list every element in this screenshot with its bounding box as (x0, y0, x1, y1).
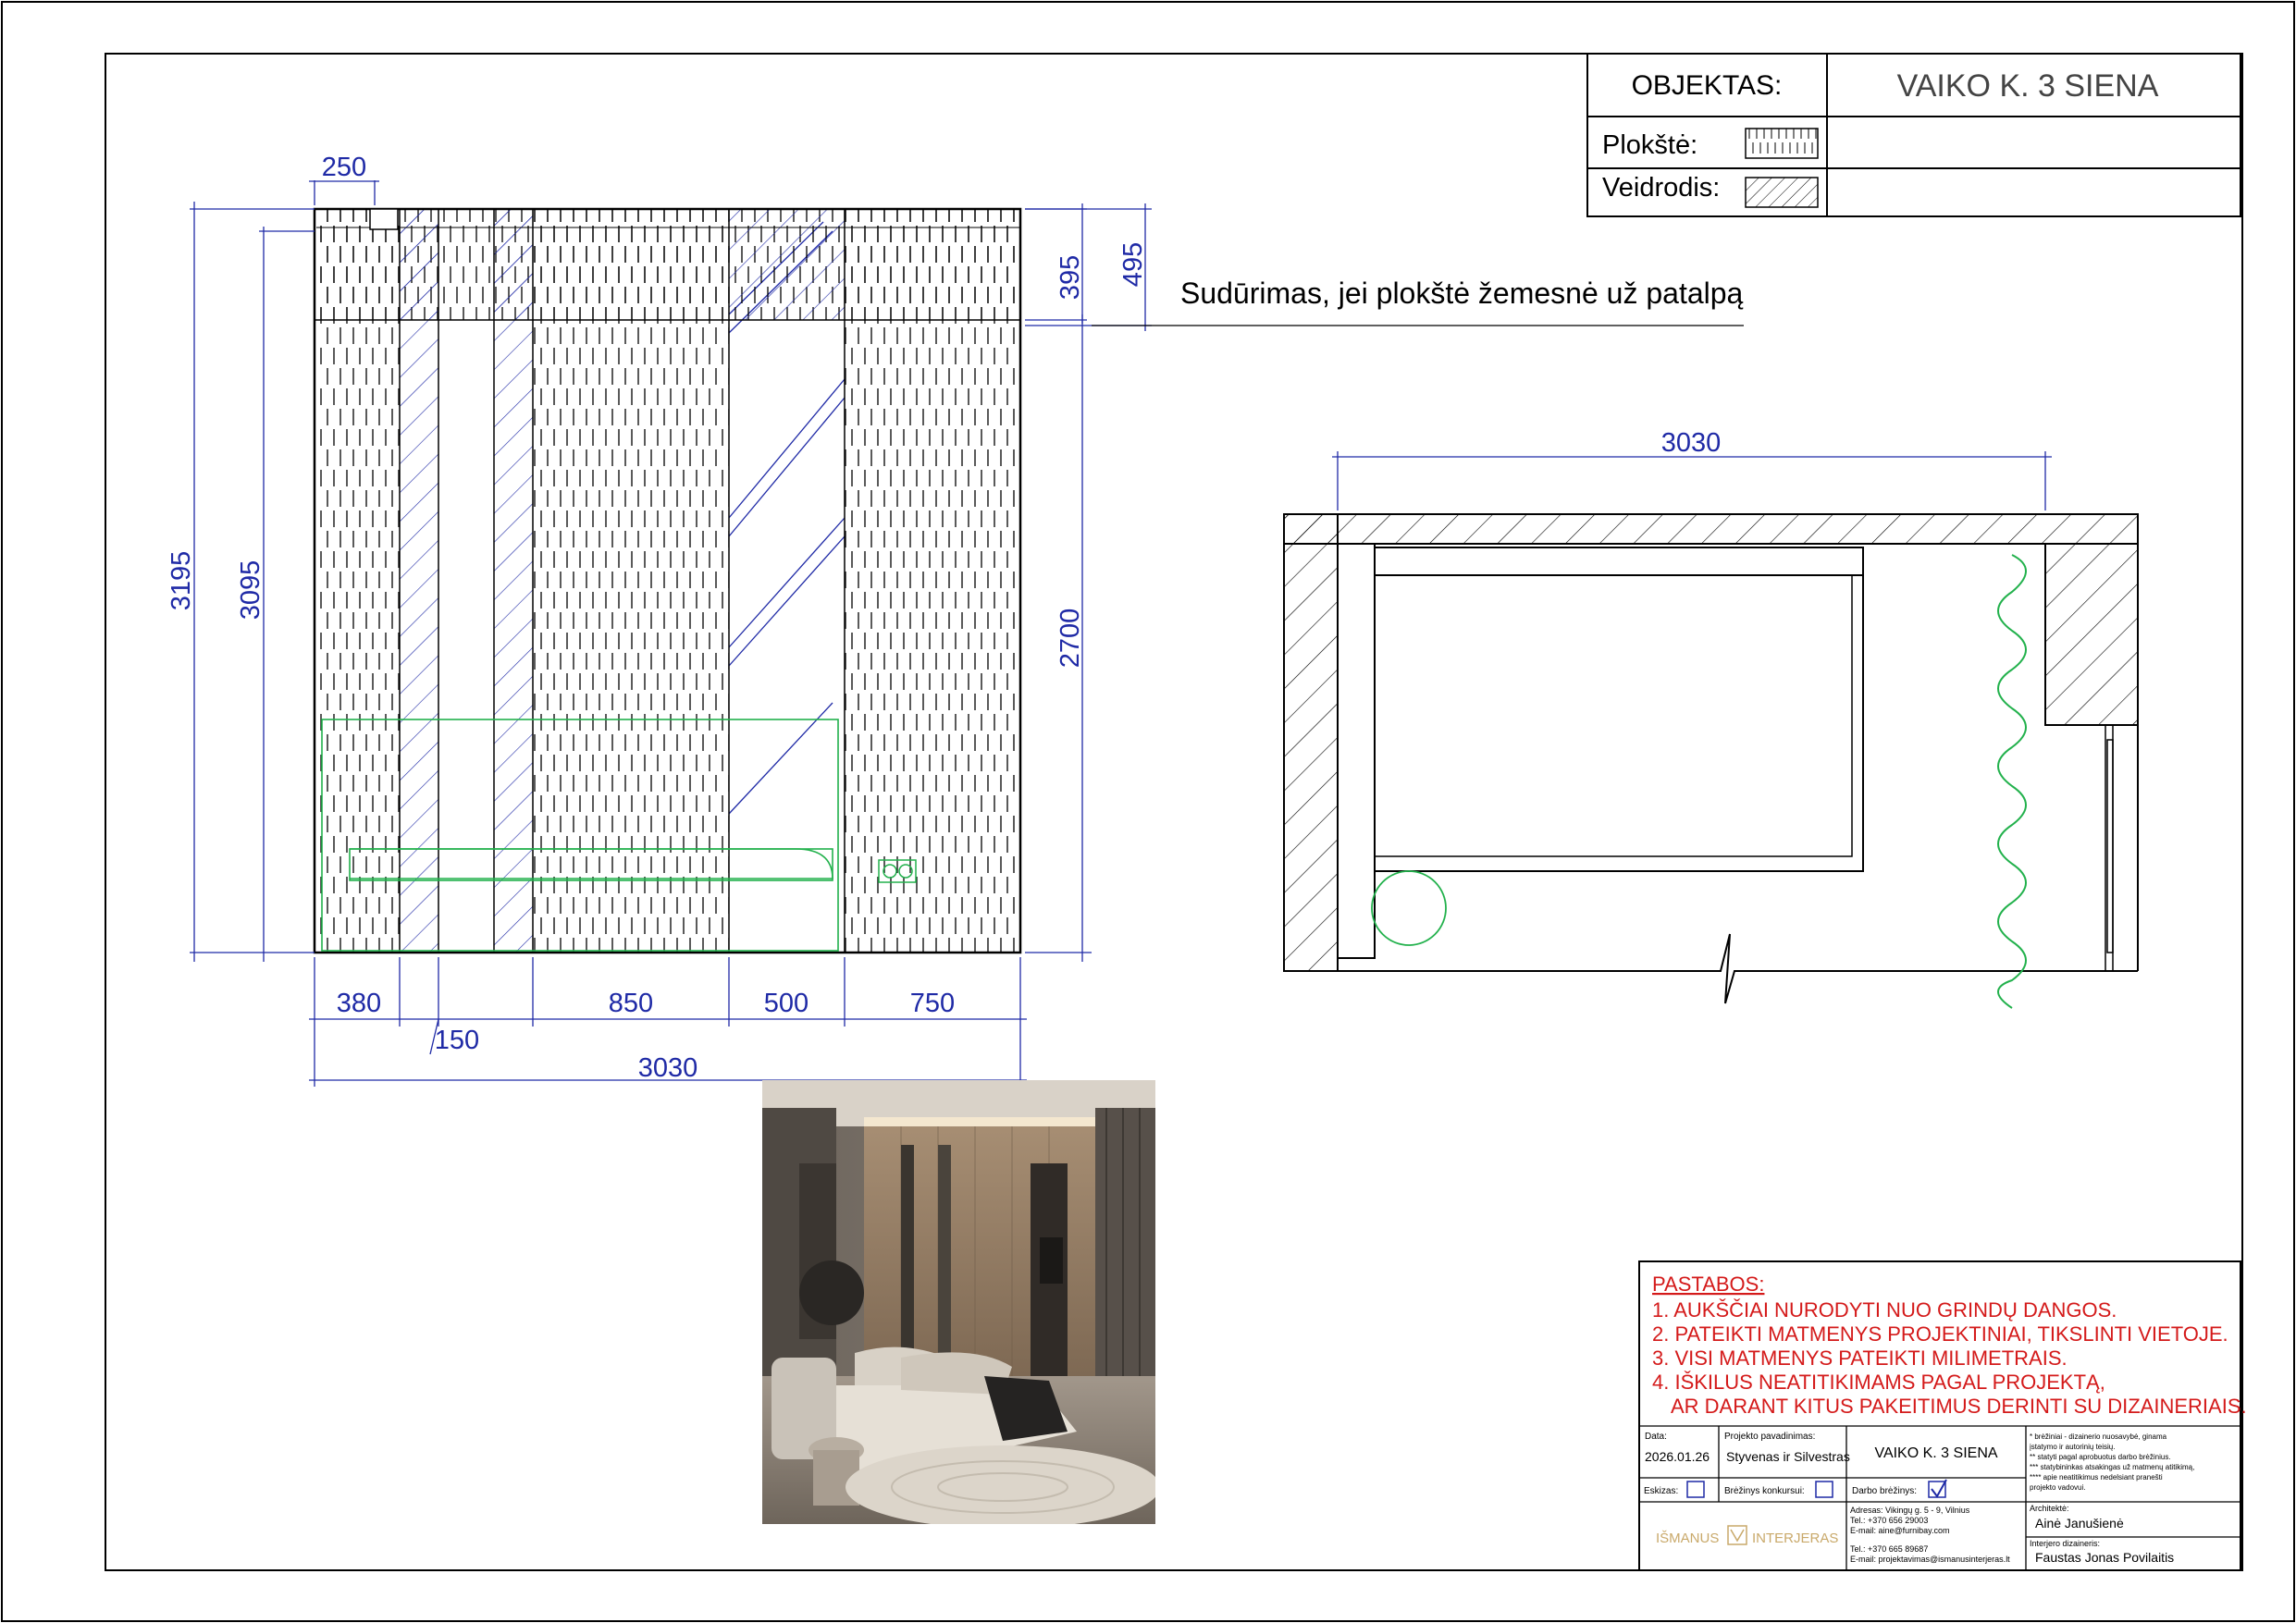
floor-plan (1284, 514, 2138, 1008)
architect-label: Architektė: (2030, 1504, 2069, 1513)
stamp-darbo-label: Darbo brėžinys: (1852, 1486, 1918, 1496)
dim-3030-plan: 3030 (1660, 428, 1722, 458)
interior-render (762, 1080, 1155, 1524)
disclaimer-line: įstatymo ir autorinių teisių. (2030, 1443, 2116, 1451)
konkursui-checkbox[interactable] (1816, 1482, 1833, 1497)
stamp-konkursui-label: Brėžinys konkursui: (1724, 1486, 1805, 1496)
objektas-label: OBJEKTAS: (1631, 70, 1783, 101)
stamp-sheet-name: VAIKO K. 3 SIENA (1874, 1445, 1998, 1461)
stamp-project-label: Projekto pavadinimas: (1724, 1432, 1816, 1442)
address-line: Tel.: +370 665 89687 (1850, 1544, 1929, 1554)
note-item: 1. AUKŠČIAI NURODYTI NUO GRINDŲ DANGOS. (1652, 1298, 2117, 1322)
stamp-data-value: 2026.01.26 (1645, 1449, 1710, 1464)
logo-left: IŠMANUS (1656, 1531, 1720, 1546)
side-table-outline (1372, 871, 1446, 945)
curtain-outline (1998, 555, 2026, 1008)
stamp-eskizas-label: Eskizas: (1644, 1486, 1679, 1496)
dim-3095: 3095 (236, 559, 265, 621)
note-item: 4. IŠKILUS NEATITIKIMAMS PAGAL PROJEKTĄ, (1652, 1371, 2105, 1394)
legend-veidrodis-swatch (1746, 178, 1818, 207)
disclaimer-line: ** statyti pagal aprobuotus darbo brėžinius. (2030, 1453, 2171, 1461)
designer-name: Faustas Jonas Povilaitis (2035, 1550, 2175, 1565)
notes-heading: PASTABOS: (1652, 1273, 1765, 1296)
eskizas-checkbox[interactable] (1687, 1482, 1704, 1497)
dim-150: 150 (434, 1026, 480, 1055)
dim-380: 380 (336, 989, 382, 1018)
address-line: E-mail: projektavimas@ismanusinterjeras.lt (1850, 1555, 2010, 1564)
note-item: 3. VISI MATMENYS PATEIKTI MILIMETRAIS. (1652, 1346, 2068, 1370)
dim-250: 250 (321, 153, 367, 182)
logo-right: INTERJERAS (1752, 1531, 1839, 1546)
note-item: 2. PATEIKTI MATMENYS PROJEKTINIAI, TIKSLINTI VIETOJE. (1652, 1322, 2228, 1346)
plan-dimension (1332, 451, 2052, 510)
notes-box (1639, 1261, 2247, 1570)
dim-3030-elevation: 3030 (637, 1053, 698, 1083)
dim-750: 750 (909, 989, 956, 1018)
dim-850: 850 (608, 989, 654, 1018)
note-item: AR DARANT KITUS PAKEITIMUS DERINTI SU DIZAINERIAIS. (1671, 1395, 2247, 1418)
address-line: Tel.: +370 656 29003 (1850, 1516, 1929, 1525)
address-line: Adresas: Vikingų g. 5 - 9, Vilnius (1850, 1506, 1970, 1515)
dim-495: 495 (1118, 241, 1148, 288)
disclaimer-line: **** apie neatitikimus nedelsiant pranešti (2030, 1473, 2163, 1482)
joint-note: Sudūrimas, jei plokštė žemesnė už patalpą (1180, 277, 1744, 310)
legend-plokste-swatch (1746, 129, 1818, 158)
objektas-value: VAIKO K. 3 SIENA (1896, 68, 2159, 104)
legend-plokste-label: Plokštė: (1602, 130, 1698, 160)
disclaimer-line: * brėžiniai - dizainerio nuosavybė, ginama (2030, 1432, 2167, 1441)
stamp-data-label: Data: (1645, 1432, 1667, 1442)
address-line: E-mail: aine@furnibay.com (1850, 1526, 1950, 1535)
title-block (1587, 54, 2240, 216)
legend-veidrodis-label: Veidrodis: (1602, 173, 1721, 203)
wall-elevation (315, 209, 1020, 953)
stamp-project-value: Styvenas ir Silvestras (1726, 1449, 1850, 1464)
dim-2700: 2700 (1055, 608, 1085, 669)
dim-500: 500 (763, 989, 809, 1018)
architect-name: Ainė Janušienė (2035, 1516, 2124, 1531)
dim-3195: 3195 (167, 550, 196, 611)
disclaimer-line: projekto vadovui. (2030, 1483, 2086, 1492)
disclaimer-line: *** statybininkas atsakingas už matmenų atitikimą, (2030, 1463, 2195, 1471)
designer-label: Interjero dizaineris: (2030, 1539, 2101, 1548)
dim-395: 395 (1055, 254, 1085, 301)
